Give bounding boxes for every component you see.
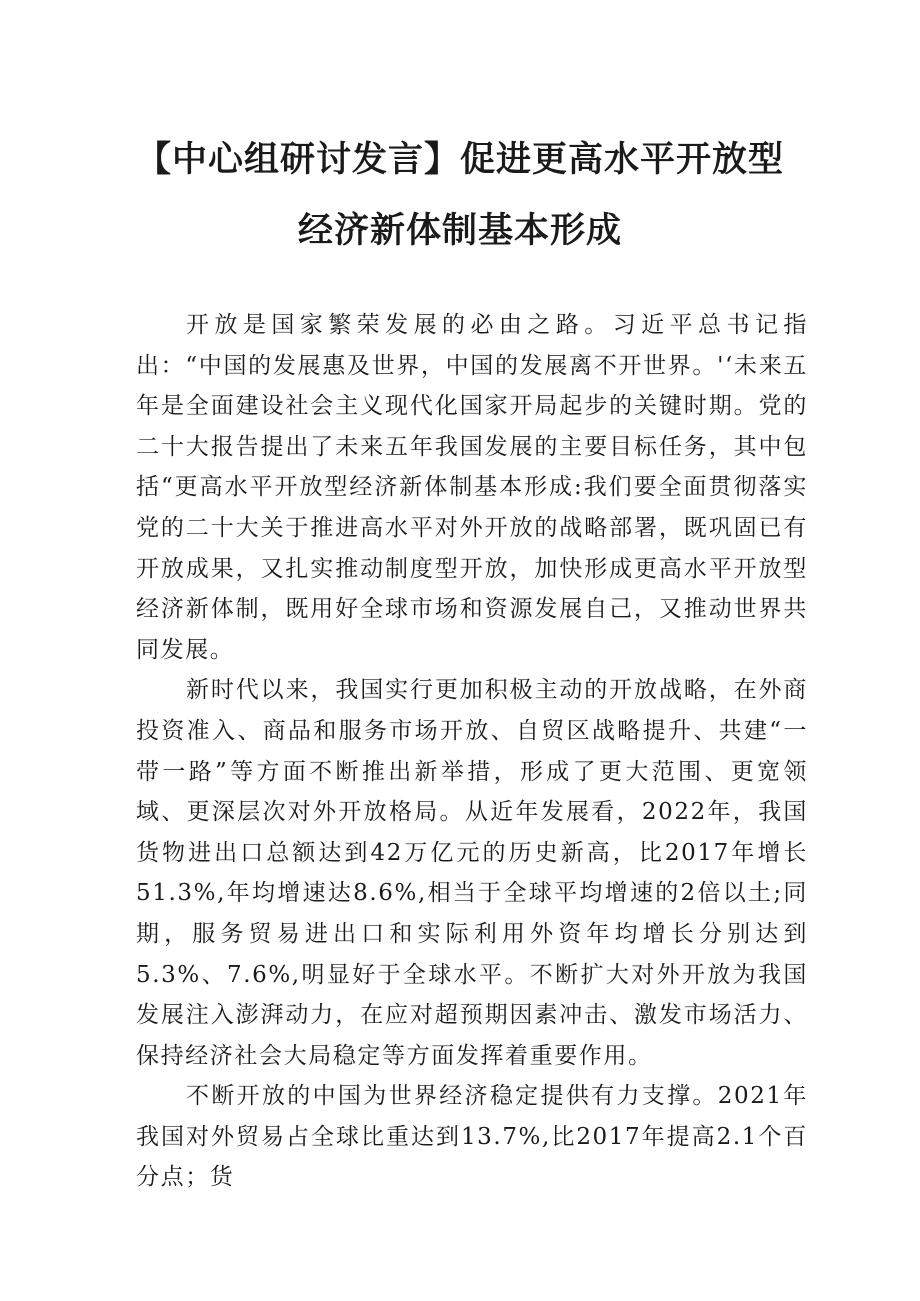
document-title-line-1: 【中心组研讨发言】促进更高水平开放型 — [135, 140, 784, 180]
document-body — [136, 305, 808, 1198]
paragraph-2: 新时代以来，我国实行更加积极主动的开放战略，在外商投资准入、商品和服务市场开放、自贸区战略提升、共建“一带一路”等方面不断推出新举措，形成了更大范围、更宽领域、更深层次对外开放格局。从近年发展看，2022年，我国货物进出口总额达到42万亿元的历史新高，比2017年增长51.3%,年均增速达8.6%,相当于全球平均增速的2倍以土;同期，服务贸易进出口和实际利用外资年均增长分别达到5.3%、7.6%,明显好于全球水平。不断扩大对外开放为我国发展注入澎湃动力，在应对超预期因素冲击、激发市场活力、保持经济社会大局稳定等方面发挥着重要作用。 — [136, 677, 808, 1069]
paragraph-1: 开放是国家繁荣发展的必由之路。习近平总书记指出：“中国的发展惠及世界，中国的发展离不开世界。'‘未来五年是全面建设社会主义现代化国家开局起步的关键时期。党的二十大报告提出了未来五年我国发展的主要目标任务，其中包括“更高水平开放型经济新体制基本形成:我们要全面贯彻落实党的二十大关于推进高水平对外开放的战略部署，既巩固已有开放成果，又扎实推动制度型开放，加快形成更高水平开放型经济新体制，既用好全球市场和资源发展自己，又推动世界共同发展。 — [136, 312, 808, 663]
document-title-line-2: 经济新体制基本形成 — [297, 211, 622, 251]
paragraph-3: 不断开放的中国为世界经济稳定提供有力支撑。2021年我国对外贸易占全球比重达到13.7%,比2017年提高2.1个百分点；货 — [136, 1083, 808, 1191]
